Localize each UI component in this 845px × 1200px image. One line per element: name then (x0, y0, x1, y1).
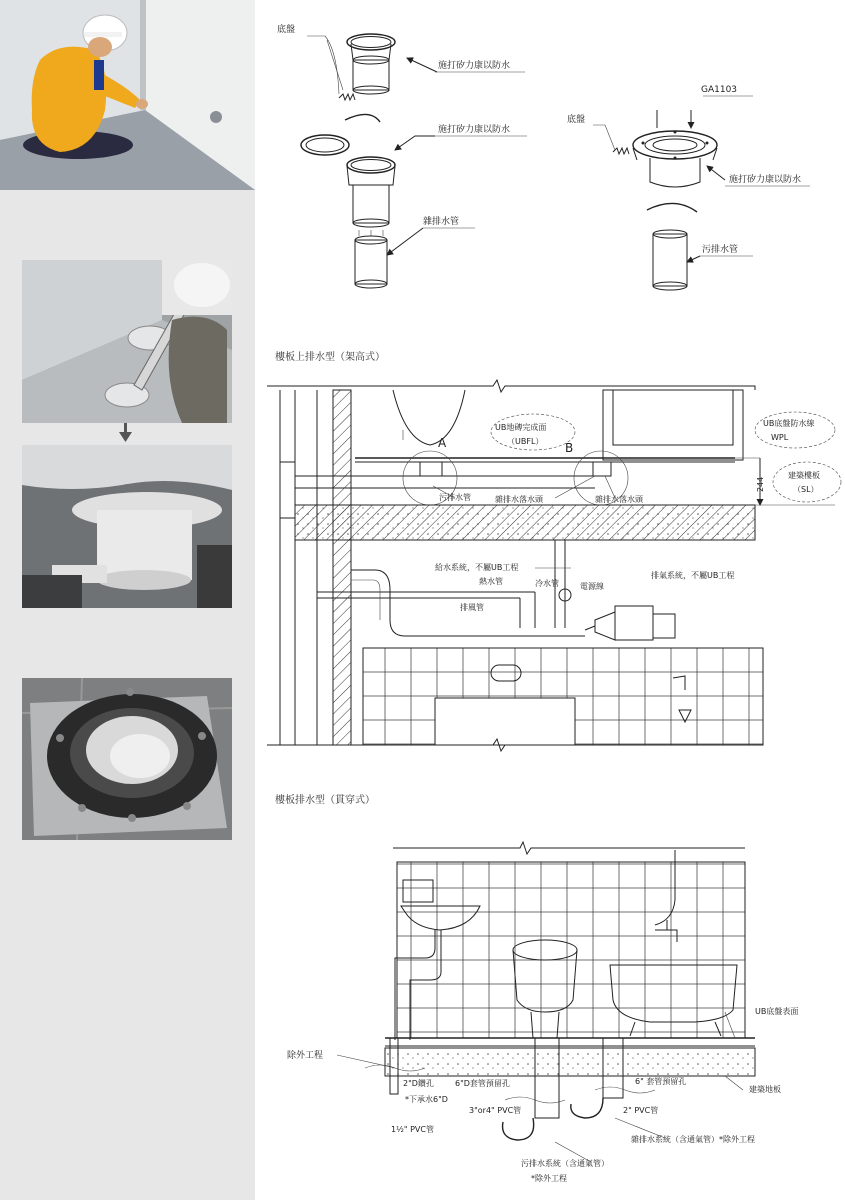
label-base-plate-2: 底盤 (567, 115, 586, 125)
label-exhaust-system: 排氣系統，不屬UB工程 (651, 571, 735, 580)
label-sewage-pipe-1: 污排水管 (702, 245, 739, 255)
section-title-raised: 樓板上排水型（架高式） (275, 352, 385, 363)
label-silicone-2: 施打矽力康以防水 (438, 125, 511, 135)
label-pvc-1half: 1½" PVC管 (391, 1125, 434, 1134)
label-sewage-pipe-mid: 污排水管 (439, 493, 471, 502)
label-ub-base-surface: UB底盤表面 (755, 1007, 799, 1016)
label-wpl-code: WPL (771, 433, 789, 442)
label-hole-2d: 2"D鑽孔 (403, 1079, 434, 1088)
marker-b: B (565, 441, 574, 455)
label-note-down: *下承水6"D (405, 1095, 448, 1104)
label-water-supply: 給水系統，不屬UB工程 (435, 563, 519, 572)
diagram-through-floor (337, 842, 755, 1162)
label-model: GA1103 (701, 85, 738, 95)
photo-flange (22, 678, 232, 840)
label-ubfl-code: （UBFL） (507, 437, 544, 446)
label-cold-pipe: 冷水管 (535, 579, 559, 588)
label-sl-code: （SL） (793, 485, 819, 494)
technical-drawings (255, 0, 845, 1200)
label-exhaust-pipe: 排風管 (460, 603, 484, 612)
label-silicone-1: 施打矽力康以防水 (438, 61, 511, 71)
label-silicone-3: 施打矽力康以防水 (729, 175, 802, 185)
photo-drain-insert (22, 260, 232, 423)
label-wpl: UB底盤防水線 (763, 419, 815, 428)
exploded-drain-right (593, 96, 810, 290)
label-building-floor: 建築地板 (749, 1085, 781, 1094)
label-exclude-work: 除外工程 (287, 1051, 324, 1061)
label-pvc-3or4: 3"or4" PVC管 (469, 1106, 522, 1115)
label-exclude-work-2: *除外工程 (531, 1174, 567, 1183)
label-hole-6d: 6"D套管預留孔 (455, 1079, 510, 1088)
label-misc-drain-head-2: 雜排水落水頭 (595, 495, 643, 504)
exploded-drain-left (301, 34, 527, 288)
label-sl: 建築樓板 (788, 471, 820, 480)
arrow-down-icon (119, 423, 133, 443)
label-power-line: 電源線 (580, 582, 604, 591)
label-dim-244: 244 (756, 476, 765, 492)
photo-worker-installing (0, 0, 255, 190)
section-title-through: 樓板排水型（貫穿式） (275, 795, 375, 806)
label-misc-drain-1: 雜排水管 (423, 217, 460, 227)
label-sewage-system: 污排水系統（含通氣管） (521, 1159, 609, 1168)
marker-a: A (438, 436, 447, 450)
label-misc-drain-head-1: 雜排水落水頭 (495, 495, 543, 504)
label-pvc-2: 2" PVC管 (623, 1106, 659, 1115)
label-base-plate-1: 底盤 (277, 25, 296, 35)
photo-drain-body (22, 445, 232, 608)
diagram-raised-floor (267, 380, 841, 751)
label-ubfl: UB地磚完成面 (495, 423, 547, 432)
label-hot-pipe: 熱水管 (479, 577, 503, 586)
label-misc-drain-system: 雜排水系統（含通氣管）*除外工程 (631, 1135, 755, 1144)
label-hole-6: 6" 套管預留孔 (635, 1077, 687, 1086)
